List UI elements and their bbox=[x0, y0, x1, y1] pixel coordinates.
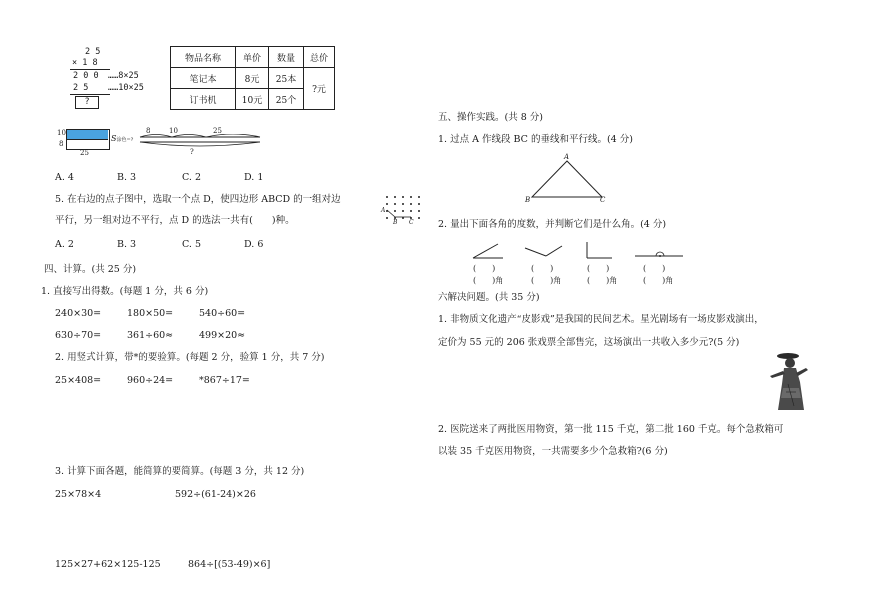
seg-label-1: 8 bbox=[146, 127, 151, 135]
q4-option-d: D. 1 bbox=[244, 172, 264, 183]
s4-q1-item: 240×30= bbox=[55, 308, 102, 319]
q5-option-d: D. 6 bbox=[244, 239, 264, 250]
goods-cell: 25本 bbox=[269, 68, 304, 89]
goods-header-price: 单价 bbox=[236, 47, 269, 68]
dot-grid-lines bbox=[384, 202, 424, 222]
mult-line3-note: ……8×25 bbox=[108, 71, 139, 81]
s6-q2-line1: 2. 医院送来了两批医用物资，第一批 115 千克，第二批 160 千克。每个急救箱可 bbox=[438, 424, 784, 435]
angle4-type: ( )角 bbox=[643, 276, 674, 285]
angles-figure bbox=[470, 240, 685, 264]
s4-q3-item: 864÷[(53-49)×6] bbox=[188, 559, 271, 570]
seg-label-2: 10 bbox=[169, 127, 178, 135]
s5-q1-text: 1. 过点 A 作线段 BC 的垂线和平行线。(4 分) bbox=[438, 134, 633, 145]
goods-header-name: 物品名称 bbox=[171, 47, 236, 68]
s4-q2-item: *867÷17= bbox=[199, 375, 250, 386]
rect-area-label bbox=[111, 134, 133, 143]
angle2-type: ( )角 bbox=[531, 276, 562, 285]
dot-label-c: C bbox=[409, 219, 414, 226]
mult-line4-note: ……10×25 bbox=[108, 83, 144, 93]
seg-label-3: 25 bbox=[213, 127, 222, 135]
goods-header-total: 总价 bbox=[304, 47, 335, 68]
q5-option-b: B. 3 bbox=[117, 239, 137, 250]
s4-q1-item: 361÷60≈ bbox=[127, 330, 174, 341]
s4-q1-item: 180×50= bbox=[127, 308, 174, 319]
s4-q2-title: 2. 用竖式计算，带*的要验算。(每题 2 分，验算 1 分，共 7 分) bbox=[55, 352, 325, 363]
goods-row bbox=[171, 68, 335, 89]
q5-option-a: A. 2 bbox=[55, 239, 74, 250]
goods-cell: 25个 bbox=[269, 89, 304, 110]
s6-q1-line1: 1. 非物质文化遗产“皮影戏”是我国的民间艺术。星光剧场有一场皮影戏演出， bbox=[438, 314, 764, 325]
q5-text-line2: 平行，另一组对边不平行，点 D 的选法一共有( )种。 bbox=[55, 215, 295, 226]
mult-line2: × 1 8 bbox=[72, 58, 98, 68]
goods-header-qty: 数量 bbox=[269, 47, 304, 68]
goods-table bbox=[170, 46, 335, 110]
dot-label-a: A bbox=[381, 207, 386, 214]
goods-total-cell: ?元 bbox=[304, 68, 335, 110]
s4-q2-item: 960÷24= bbox=[127, 375, 174, 386]
s4-q3-item: 125×27+62×125-125 bbox=[55, 559, 161, 570]
s4-q1-item: 630÷70= bbox=[55, 330, 102, 341]
angle3-type: ( )角 bbox=[587, 276, 618, 285]
q4-option-c: C. 2 bbox=[182, 172, 202, 183]
s5-q2-text: 2. 量出下面各角的度数，并判断它们是什么角。(4 分) bbox=[438, 219, 667, 230]
rect-area-s: S bbox=[111, 134, 117, 143]
angle1-degree: ( ) bbox=[473, 264, 496, 273]
s6-q1-line2: 定价为 55 元的 206 张戏票全部售完，这场演出一共收入多少元?(5 分) bbox=[438, 337, 740, 348]
q5-text-line1: 5. 在右边的点子图中，选取一个点 D，使四边形 ABCD 的一组对边 bbox=[55, 194, 341, 205]
rect-bottom: 25 bbox=[80, 149, 89, 157]
mult-answer-box bbox=[75, 96, 99, 109]
mult-answer: ? bbox=[84, 97, 90, 107]
section5-title: 五、操作实践。(共 8 分) bbox=[438, 112, 543, 123]
mult-line4: 2 5 bbox=[73, 83, 89, 93]
mult-line1: 2 5 bbox=[85, 47, 101, 57]
s4-q3-item: 25×78×4 bbox=[55, 489, 102, 500]
goods-cell: 8元 bbox=[236, 68, 269, 89]
triangle-label-c: C bbox=[600, 196, 606, 204]
q4-option-b: B. 3 bbox=[117, 172, 137, 183]
rect-side1: 10 bbox=[57, 129, 66, 137]
goods-cell: 笔记本 bbox=[171, 68, 236, 89]
mult-rule bbox=[70, 69, 110, 70]
goods-header-row bbox=[171, 47, 335, 68]
goods-cell: 10元 bbox=[236, 89, 269, 110]
s4-q3-title: 3. 计算下面各题，能简算的要简算。(每题 3 分，共 12 分) bbox=[55, 466, 305, 477]
s6-q2-line2: 以装 35 千克医用物资，一共需要多少个急救箱?(6 分) bbox=[438, 446, 668, 457]
angle2-degree: ( ) bbox=[531, 264, 554, 273]
s4-q1-item: 540÷60= bbox=[199, 308, 246, 319]
rect-area-sub: 涂色=? bbox=[116, 137, 134, 143]
dot-label-b: B bbox=[393, 219, 398, 226]
s4-q3-item: 592÷(61-24)×26 bbox=[175, 489, 256, 500]
q4-option-a: A. 4 bbox=[55, 172, 74, 183]
section6-title: 六解决问题。(共 35 分) bbox=[438, 292, 540, 303]
triangle-label-b: B bbox=[525, 196, 531, 204]
angle1-type: ( )角 bbox=[473, 276, 504, 285]
rect-divider bbox=[67, 139, 108, 140]
mult-rule-2 bbox=[70, 94, 110, 95]
s4-q1-title: 1. 直接写出得数。(每题 1 分，共 6 分) bbox=[41, 286, 209, 297]
segment-diagram bbox=[136, 134, 266, 150]
goods-cell: 订书机 bbox=[171, 89, 236, 110]
section4-title: 四、计算。(共 25 分) bbox=[44, 264, 137, 275]
seg-question: ? bbox=[190, 148, 194, 156]
rect-shaded-part bbox=[67, 130, 108, 139]
angle4-degree: ( ) bbox=[643, 264, 666, 273]
s4-q1-item: 499×20≈ bbox=[199, 330, 246, 341]
q5-option-c: C. 5 bbox=[182, 239, 202, 250]
shadow-puppet-illustration bbox=[766, 348, 816, 414]
angle3-degree: ( ) bbox=[587, 264, 610, 273]
mult-line3: 2 0 0 bbox=[73, 71, 99, 81]
triangle-label-a: A bbox=[564, 153, 570, 161]
rect-side2: 8 bbox=[59, 140, 64, 148]
s4-q2-item: 25×408= bbox=[55, 375, 102, 386]
